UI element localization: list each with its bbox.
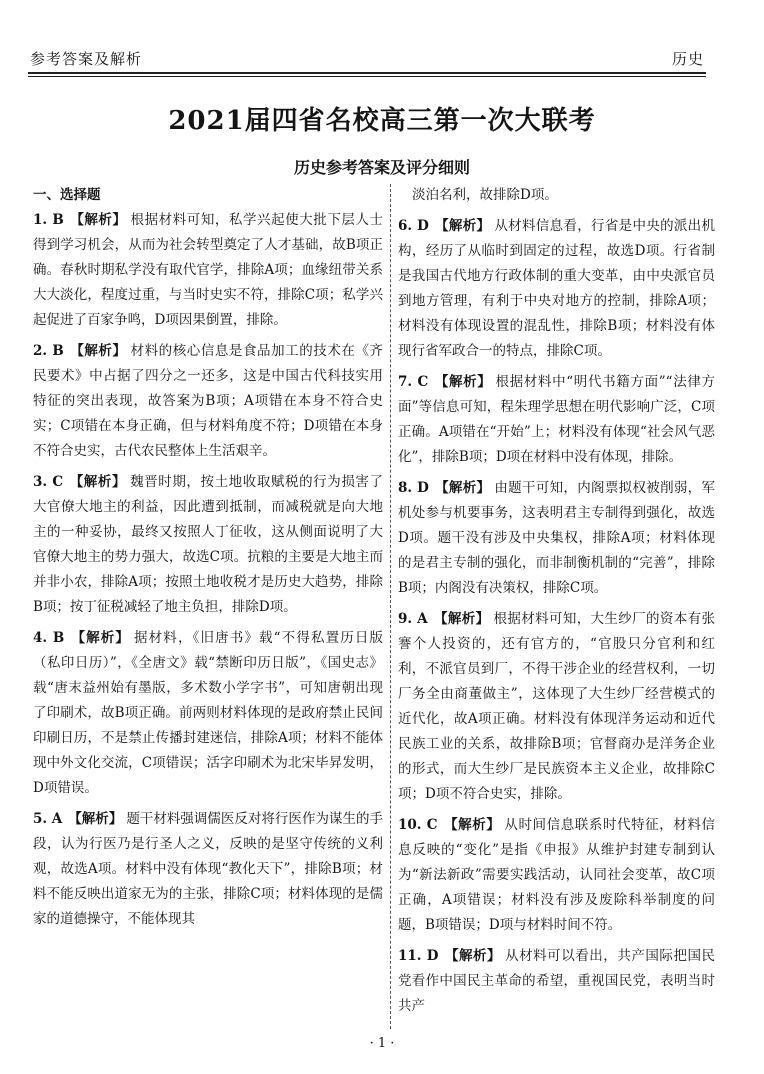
answer-number: 1. B xyxy=(33,212,64,228)
answer-text: 题干材料强调儒医反对将行医作为谋生的手段，认为行医乃是行圣人之义，反映的是坚守传统的义利观，故选A项。材料中没有体现“教化天下”，排除B项；材料不能反映出道家无为的主张，排除C项；材料体现的是儒家的道德操守，不能体现其 xyxy=(33,811,383,927)
answer-number: 10. C xyxy=(398,817,438,833)
analysis-tag: 【解析】 xyxy=(433,611,490,627)
analysis-tag: 【解析】 xyxy=(434,480,491,496)
analysis-tag: 【解析】 xyxy=(434,218,491,234)
answer-item xyxy=(398,183,715,208)
analysis-tag: 【解析】 xyxy=(434,374,492,390)
left-answer-list xyxy=(33,208,383,932)
answer-item xyxy=(33,807,383,932)
answer-number: 8. D xyxy=(398,480,429,496)
answer-text: 由题干可知，内阁票拟权被削弱，军机处参与机要事务，这表明君主专制得到强化，故选D项。题干没有涉及中央集权，排除A项；材料体现的是君主专制的强化，而非制衡机制的“完善”，排除B项；内阁没有决策权，排除C项。 xyxy=(398,480,715,596)
answer-number: 11. D xyxy=(398,948,439,964)
header-subject: 历史 xyxy=(671,50,704,68)
answer-number: 4. B xyxy=(33,630,65,646)
analysis-tag: 【解析】 xyxy=(444,948,502,964)
answer-number: 9. A xyxy=(398,611,428,627)
page-header xyxy=(30,44,704,72)
answer-text: 根据材料可知，私学兴起使大批下层人士得到学习机会，从而为社会转型奠定了人才基础，故B项正确。春秋时期私学没有取代官学，排除A项；血缘纽带关系大大淡化，程度过重，与当时史实不符，排除C项；私学兴起促进了百家争鸣，D项因果倒置，排除。 xyxy=(33,212,383,328)
answer-text: 魏晋时期，按土地收取赋税的行为损害了大官僚大地主的利益，因此遭到抵制，而减税就是向大地主的一种妥协，最终又按照人丁征收，这从侧面说明了大官僚大地主的势力强大，故选C项。抗粮的主要是大地主而并非小农，排除A项；按照土地收税才是历史大趋势，排除B项；按丁征税减轻了地主负担，排除D项。 xyxy=(33,474,384,615)
answer-text: 根据材料中“明代书籍方面”“法律方面”等信息可知，程朱理学思想在明代影响广泛，C项正确。A项错在“开始”上；材料没有体现“社会风气恶化”，排除B项；D项在材料中没有体现，排除。 xyxy=(398,374,715,465)
analysis-tag: 【解析】 xyxy=(69,212,127,228)
right-column xyxy=(398,183,715,1025)
page-number: · 1 · xyxy=(369,1036,395,1051)
section-heading: 一、选择题 xyxy=(33,187,101,203)
analysis-tag: 【解析】 xyxy=(69,474,127,490)
header-left: 参考答案及解析 xyxy=(30,50,143,68)
exam-title: 2021届四省名校高三第一次大联考 xyxy=(168,106,596,136)
answer-item xyxy=(398,370,715,470)
answer-item xyxy=(398,944,715,1019)
answer-item xyxy=(398,607,715,807)
column-divider xyxy=(390,184,391,1029)
answer-item xyxy=(33,626,383,801)
left-column xyxy=(33,183,383,938)
header-rule-thin xyxy=(28,76,706,77)
analysis-tag: 【解析】 xyxy=(69,343,127,359)
exam-subtitle: 历史参考答案及评分细则 xyxy=(293,158,470,177)
answer-item xyxy=(33,470,383,620)
answer-item xyxy=(398,476,715,601)
analysis-tag: 【解析】 xyxy=(68,811,123,827)
right-answer-list xyxy=(398,183,715,1019)
answer-number: 3. C xyxy=(33,474,64,490)
answer-text: 从时间信息联系时代特征，材料信息反映的“变化”是指《申报》从维护封建专制到认为“新法新政”需要实践活动，认同社会变革，故C项正确，A项错误；材料没有涉及废除科举制度的问题，B项错误；D项与材料时间不符。 xyxy=(398,817,715,933)
answer-text: 材料的核心信息是食品加工的技术在《齐民要术》中占据了四分之一还多，这是中国古代科技实用特征的突出表现，故答案为B项；A项错在本身不符合史实；C项错在本身正确，但与材料角度不符；D项错在本身不符合史实，古代农民整体上生活艰辛。 xyxy=(33,343,383,459)
answer-number: 6. D xyxy=(398,218,429,234)
answer-item xyxy=(398,813,715,938)
answer-number: 7. C xyxy=(398,374,429,390)
header-rule-thick xyxy=(28,72,706,74)
answer-item xyxy=(33,339,383,464)
answer-text: 淡泊名利，故排除D项。 xyxy=(412,187,558,203)
answer-number: 5. A xyxy=(33,811,63,827)
answer-text: 据材料，《旧唐书》载“不得私置历日版（私印日历）”，《全唐文》载“禁断印历日版”，《国史志》载“唐末益州始有墨版，多术数小学字书”，可知唐朝出现了印刷术，故B项正确。前两则材料体现的是政府禁止民间印刷日历，不是禁止传播封建迷信，排除A项；材料不能体现中外文化交流，C项错误；活字印刷术为北宋毕昇发明，D项错误。 xyxy=(33,630,383,796)
analysis-tag: 【解析】 xyxy=(70,630,131,646)
answer-number: 2. B xyxy=(33,343,64,359)
answer-text: 从材料可以看出，共产国际把国民党看作中国民主革命的希望，重视国民党，表明当时共产 xyxy=(398,948,716,1014)
answer-item xyxy=(33,208,383,333)
answer-item xyxy=(398,214,715,364)
answer-text: 根据材料可知，大生纱厂的资本有张謇个人投资的，还有官方的，“官股只分官利和红利，不派官员到厂，不得干涉企业的经营权利，一切厂务全由商董做主”，这体现了大生纱厂经营模式的近代化，故A项正确。材料没有体现洋务运动和近代民族工业的关系，故排除B项；官督商办是洋务企业的形式，而大生纱厂是民族资本主义企业，故排除C项；D项不符合史实，排除。 xyxy=(398,611,715,802)
answer-text: 从材料信息看，行省是中央的派出机构，经历了从临时到固定的过程，故选D项。行省制是我国古代地方行政体制的重大变革，由中央派官员到地方管理，有利于中央对地方的控制，排除A项；材料没有体现设置的混乱性，排除B项；材料没有体现行省军政合一的特点，排除C项。 xyxy=(398,218,715,359)
analysis-tag: 【解析】 xyxy=(443,817,501,833)
